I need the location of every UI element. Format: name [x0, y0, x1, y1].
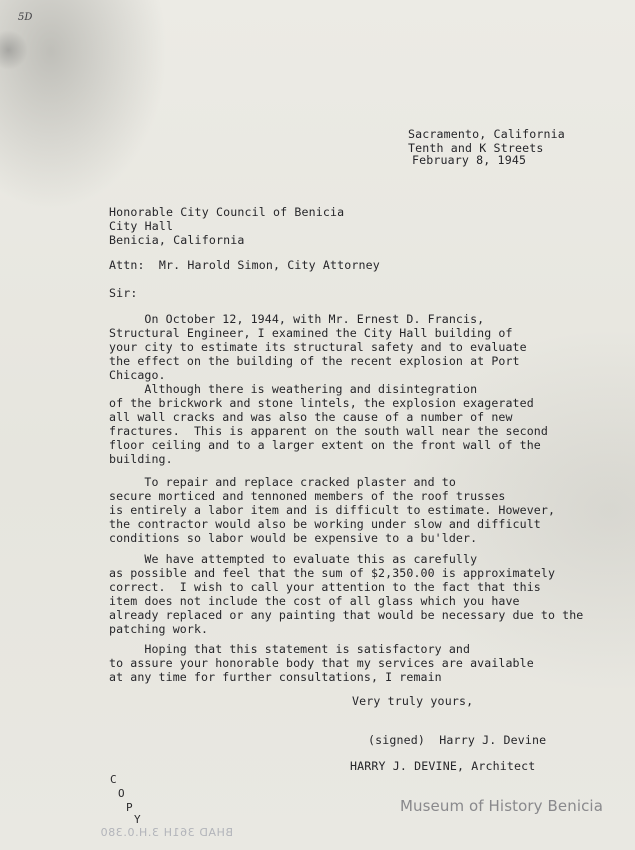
sender-address-line-1: Sacramento, California: [408, 127, 565, 141]
copy-letter: P: [126, 801, 133, 814]
recipient-line-2: City Hall: [109, 219, 174, 233]
mirrored-ink-note: BHAD 361H 3.H.0.380: [100, 826, 234, 839]
recipient-line-1: Honorable City Council of Benicia: [109, 205, 345, 219]
paragraph-4: [109, 552, 583, 636]
paragraph-3: [109, 475, 555, 545]
copy-letter: O: [118, 787, 125, 800]
paragraph-line: as possible and feel that the sum of $2,350.00 is approximately: [109, 566, 556, 580]
paragraph-2: [109, 382, 548, 466]
copy-letter: C: [110, 773, 117, 786]
pencil-page-number: 5D: [18, 12, 33, 23]
paper-stain: [0, 30, 28, 70]
paragraph-line: conditions so labor would be expensive to a bu'lder.: [109, 531, 478, 545]
paragraph-line: To repair and replace cracked plaster and to: [109, 475, 456, 489]
paragraph-1: [109, 312, 527, 382]
salutation: Sir:: [109, 286, 138, 300]
paragraph-line: item does not include the cost of all glass which you have: [109, 594, 520, 608]
sender-address-line-2: Tenth and K Streets: [408, 141, 544, 155]
paragraph-line: already replaced or any painting that would be necessary due to the: [109, 608, 584, 622]
paragraph-line: is entirely a labor item and is difficult to estimate. However,: [109, 503, 556, 517]
paragraph-line: the effect on the building of the recent explosion at Port: [109, 354, 520, 368]
paragraph-line: at any time for further consultations, I remain: [109, 670, 442, 684]
paragraph-line: the contractor would also be working under slow and difficult: [109, 517, 541, 531]
paragraph-line: building.: [109, 452, 173, 466]
paragraph-5: [109, 642, 534, 684]
paragraph-line: We have attempted to evaluate this as carefully: [109, 552, 478, 566]
museum-watermark: Museum of History Benicia: [399, 797, 603, 815]
paragraph-line: your city to estimate its structural safety and to evaluate: [109, 340, 527, 354]
copy-stamp: [106, 773, 146, 829]
paragraph-line: to assure your honorable body that my services are available: [109, 656, 534, 670]
paragraph-line: Hoping that this statement is satisfactory and: [109, 642, 471, 656]
recipient-line-3: Benicia, California: [109, 233, 245, 247]
paragraph-line: secure morticed and tennoned members of the roof trusses: [109, 489, 506, 503]
signature-name: HARRY J. DEVINE, Architect: [350, 759, 536, 773]
paragraph-line: Structural Engineer, I examined the City Hall building of: [109, 326, 513, 340]
letter-date: February 8, 1945: [412, 153, 527, 167]
paragraph-line: Chicago.: [109, 368, 166, 382]
attention-line: Attn: Mr. Harold Simon, City Attorney: [109, 258, 380, 272]
paragraph-line: floor ceiling and to a larger extent on the front wall of the: [109, 438, 541, 452]
paragraph-line: On October 12, 1944, with Mr. Ernest D. Francis,: [109, 312, 485, 326]
paragraph-line: correct. I wish to call your attention to the fact that this: [109, 580, 541, 594]
copy-letter: Y: [134, 813, 141, 826]
paragraph-line: of the brickwork and stone lintels, the explosion exagerated: [109, 396, 534, 410]
signed-line: (signed) Harry J. Devine: [368, 733, 547, 747]
paragraph-line: all wall cracks and was also the cause of a number of new: [109, 410, 513, 424]
closing: Very truly yours,: [352, 694, 474, 708]
paragraph-line: patching work.: [109, 622, 209, 636]
paragraph-line: Although there is weathering and disintegration: [109, 382, 478, 396]
paragraph-line: fractures. This is apparent on the south wall near the second: [109, 424, 548, 438]
